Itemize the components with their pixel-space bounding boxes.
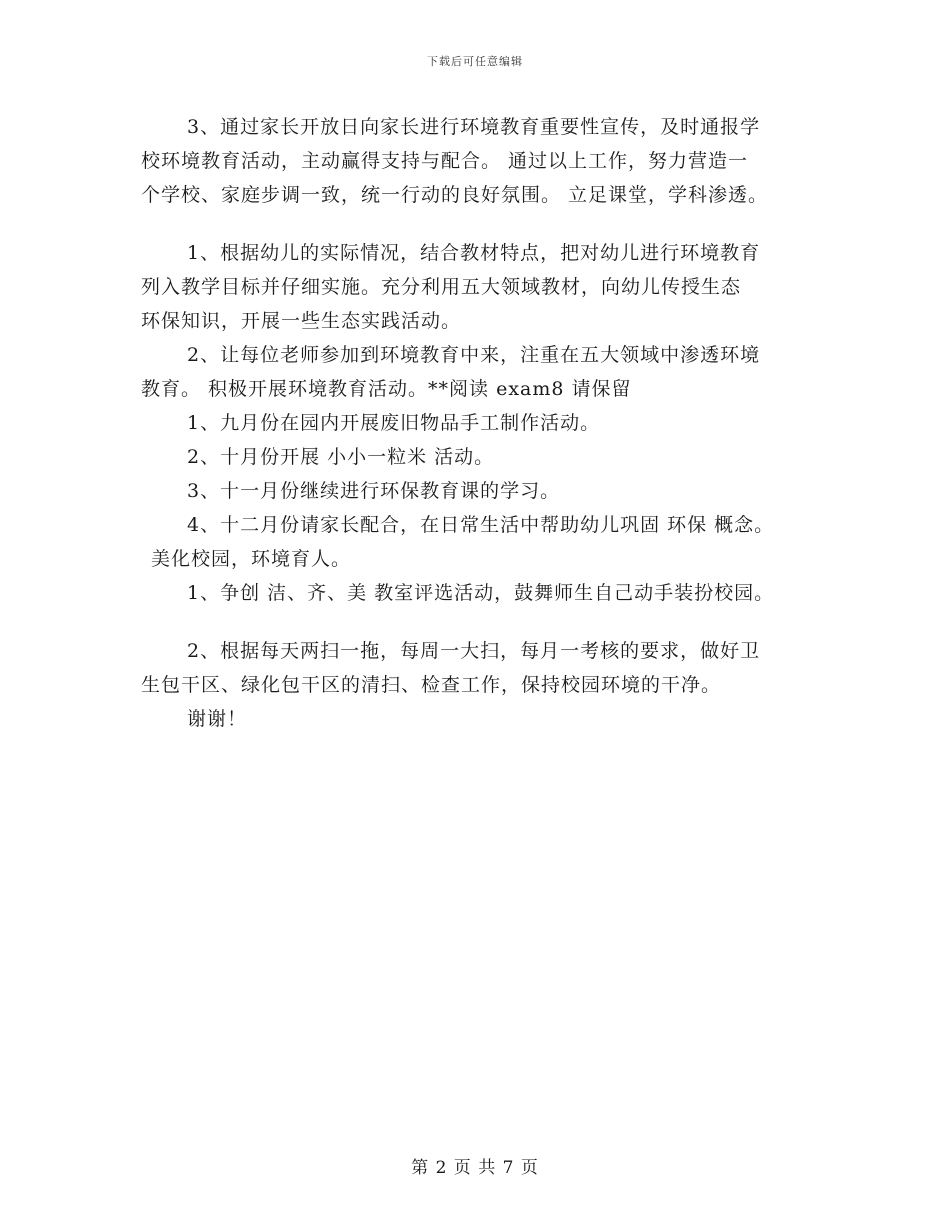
paragraph-line: 1、根据幼儿的实际情况，结合教材特点，把对幼儿进行环境教育	[187, 242, 761, 264]
paragraph-line: 美化校园，环境育人。	[151, 548, 352, 570]
paragraph-line: 个学校、家庭步调一致，统一行动的良好氛围。 立足课堂，学科渗透。	[141, 184, 769, 206]
paragraph-line: 3、通过家长开放日向家长进行环境教育重要性宣传，及时通报学	[187, 116, 761, 138]
paragraph-line: 校环境教育活动，主动赢得支持与配合。 通过以上工作，努力营造一	[141, 150, 749, 172]
paragraph-line: 3、十一月份继续进行环保教育课的学习。	[187, 480, 561, 502]
closing-line: 谢谢！	[187, 708, 248, 730]
paragraph-line: 列入教学目标并仔细实施。充分利用五大领域教材，向幼儿传授生态	[141, 276, 742, 298]
paragraph-line: 生包干区、绿化包干区的清扫、检查工作，保持校园环境的干净。	[141, 674, 722, 696]
paragraph-line: 2、根据每天两扫一拖，每周一大扫，每月一考核的要求，做好卫	[187, 640, 761, 662]
paragraph-gap	[141, 610, 831, 634]
paragraph-line: 4、十二月份请家长配合，在日常生活中帮助幼儿巩固 环保 概念。	[187, 514, 775, 536]
paragraph-line: 教育。 积极开展环境教育活动。**阅读 exam8 请保留	[141, 378, 632, 400]
paragraph-line: 1、九月份在园内开展废旧物品手工制作活动。	[187, 412, 601, 434]
paragraph-line: 1、争创 洁、齐、美 教室评选活动，鼓舞师生自己动手装扮校园。	[187, 582, 775, 604]
page-number: 第 2 页 共 7 页	[411, 1158, 539, 1178]
header-note: 下载后可任意编辑	[427, 55, 523, 68]
paragraph-line: 2、让每位老师参加到环境教育中来，注重在五大领域中渗透环境	[187, 344, 761, 366]
paragraph-gap	[141, 212, 831, 236]
paragraph-line: 2、十月份开展 小小一粒米 活动。	[187, 446, 495, 468]
document-body	[141, 110, 831, 736]
paragraph-line: 环保知识，开展一些生态实践活动。	[141, 310, 462, 332]
